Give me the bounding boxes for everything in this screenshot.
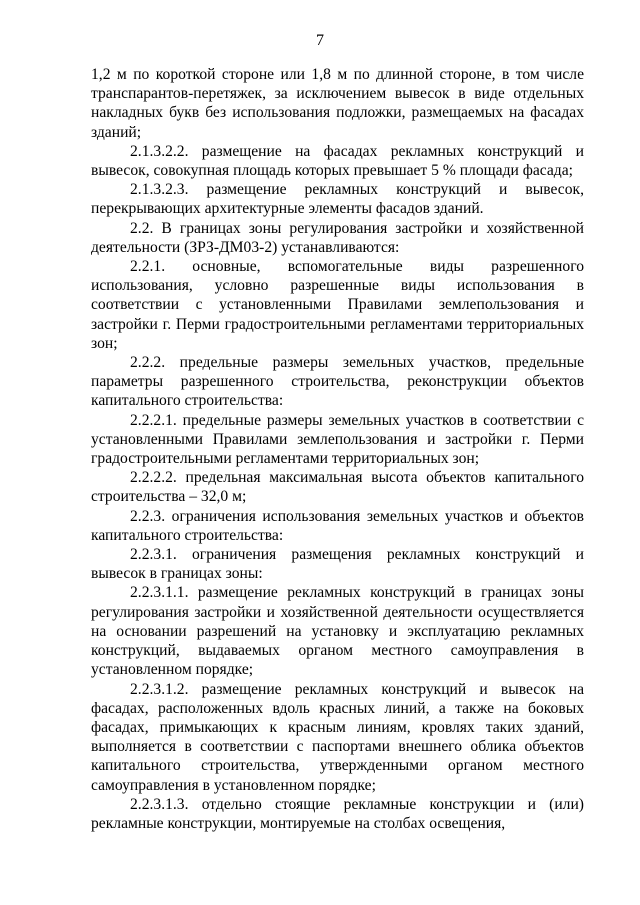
paragraph-2-2: 2.2. В границах зоны регулирования застройки и хозяйственной деятельности (ЗРЗ-ДМ03-2) устанавливаются: (91, 219, 584, 256)
paragraph-2-2-3: 2.2.3. ограничения использования земельных участков и объектов капитального строительства: (91, 507, 584, 544)
paragraph-2-2-3-1-2: 2.2.3.1.2. размещение рекламных конструкций и вывесок на фасадах, расположенных вдоль красных линий, а также на боковых фасадах, примыкающих к красным линиям, кровлях таких зданий, выполняется в соответствии с паспортами внешнего облика объектов капитального строительства, утвержденными органом местного самоуправления в установленном порядке; (91, 680, 584, 794)
paragraph-2-2-2-2: 2.2.2.2. предельная максимальная высота объектов капитального строительства – 32,0 м; (91, 469, 584, 506)
paragraph-2-1-3-2-2: 2.1.3.2.2. размещение на фасадах рекламных конструкций и вывесок, совокупная площадь которых превышает 5 % площади фасада; (91, 142, 584, 180)
paragraph-2-2-3-1: 2.2.3.1. ограничения размещения рекламных конструкций и вывесок в границах зоны: (91, 546, 584, 583)
paragraph-2-2-3-1-1: 2.2.3.1.1. размещение рекламных конструкций в границах зоны регулирования застройки и хозяйственной деятельности осуществляется на основании разрешений на установку и эксплуатацию рекламных конструкций, выдаваемых органом местного самоуправления в установленном порядке; (91, 584, 584, 679)
paragraph-2-2-1: 2.2.1. основные, вспомогательные виды разрешенного использования, условно разрешенные виды использования в соответствии с установленными Правилами землепользования и застройки г. Перми градостроительными регламентами территориальных зон; (91, 258, 584, 352)
paragraph-continuation: 1,2 м по короткой стороне или 1,8 м по длинной стороне, в том числе транспарантов-перетяжек, за исключением вывесок в виде отдельных накладных букв без использования подложки, размещаемых на фасадах зданий; (91, 66, 584, 141)
page-number: 7 (316, 32, 324, 49)
document-body (91, 65, 584, 833)
paragraph-2-2-2-1: 2.2.2.1. предельные размеры земельных участков в соответствии с установленными Правилами землепользования и застройки г. Перми градостроительными регламентами территориальных зон; (91, 411, 584, 468)
paragraph-2-2-2: 2.2.2. предельные размеры земельных участков, предельные параметры разрешенного строительства, реконструкции объектов капитального строительства: (91, 354, 584, 410)
paragraph-2-2-3-1-3: 2.2.3.1.3. отдельно стоящие рекламные конструкции и (или) рекламные конструкции, монтируемые на столбах освещения, (91, 795, 584, 832)
paragraph-2-1-3-2-3: 2.1.3.2.3. размещение рекламных конструкций и вывесок, перекрывающих архитектурные элементы фасадов зданий. (91, 181, 584, 218)
